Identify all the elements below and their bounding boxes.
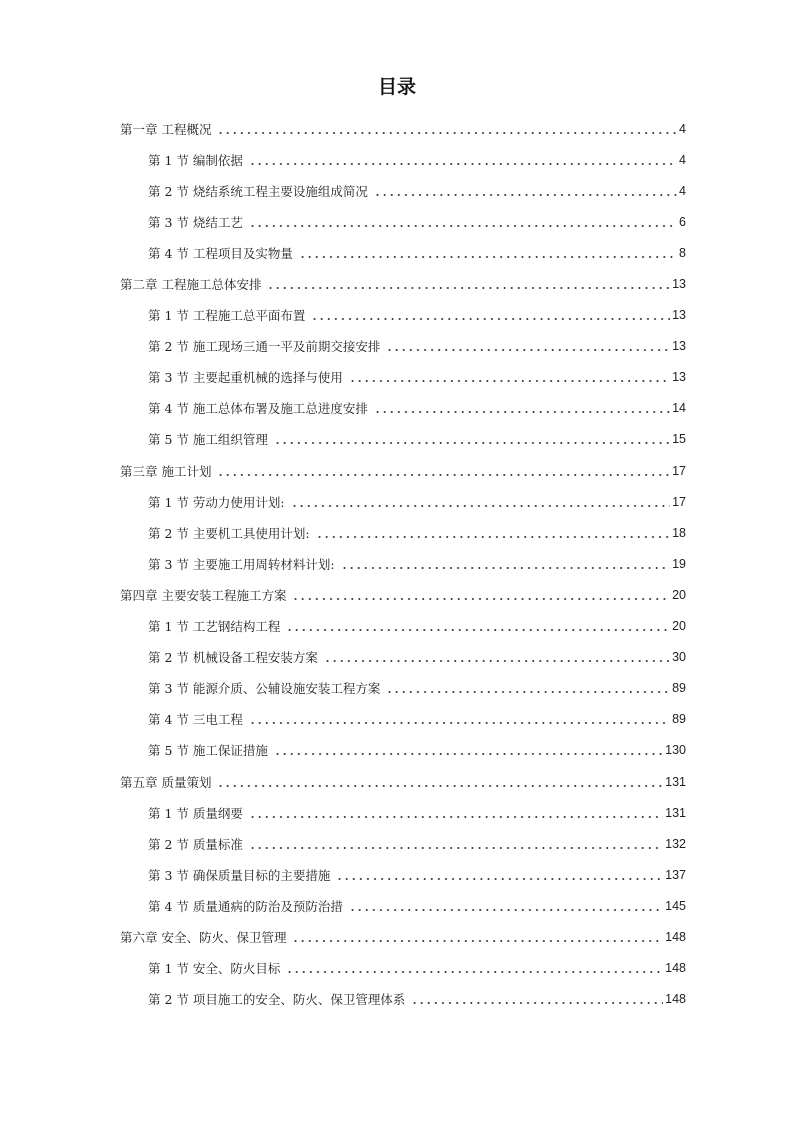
toc-entry-page-number: 20 <box>672 587 686 602</box>
toc-entry-page-number: 4 <box>679 183 686 198</box>
dot-leader <box>291 505 671 507</box>
toc-entry-label: 第 5 节 施工保证措施 <box>148 743 268 759</box>
toc-entry-section[interactable] <box>120 984 686 1015</box>
toc-entry-label: 第二章 工程施工总体安排 <box>120 277 262 293</box>
toc-entry-label: 第 2 节 机械设备工程安装方案 <box>148 650 318 666</box>
dot-leader <box>311 318 670 320</box>
toc-entry-page-number: 13 <box>672 308 686 323</box>
toc-entry-page-number: 130 <box>665 743 686 758</box>
toc-entry-label: 第 3 节 主要起重机械的选择与使用 <box>148 370 343 386</box>
toc-entry-chapter[interactable] <box>120 455 686 486</box>
toc-entry-section[interactable] <box>120 237 686 268</box>
toc-entry-page-number: 13 <box>672 277 686 292</box>
dot-leader <box>217 474 670 476</box>
dot-leader <box>411 1002 663 1004</box>
toc-entry-section[interactable] <box>120 424 686 455</box>
toc-entry-label: 第 2 节 烧结系统工程主要设施组成简况 <box>148 183 368 199</box>
toc-entry-label: 第三章 施工计划 <box>120 463 212 479</box>
dot-leader <box>274 442 670 444</box>
toc-entry-chapter[interactable] <box>120 113 686 144</box>
toc-entry-page-number: 8 <box>679 245 686 260</box>
dot-leader <box>316 536 671 538</box>
toc-entry-label: 第 2 节 质量标准 <box>148 836 243 852</box>
toc-entry-section[interactable] <box>120 673 686 704</box>
toc-entry-label: 第 2 节 主要机工具使用计划: <box>148 525 310 541</box>
dot-leader <box>386 691 670 693</box>
toc-entry-section[interactable] <box>120 611 686 642</box>
dot-leader <box>336 878 663 880</box>
toc-entry-section[interactable] <box>120 362 686 393</box>
toc-entry-page-number: 131 <box>665 805 686 820</box>
toc-entry-section[interactable] <box>120 548 686 579</box>
dot-leader <box>274 753 663 755</box>
toc-entry-label: 第 3 节 烧结工艺 <box>148 214 243 230</box>
toc-entry-section[interactable] <box>120 206 686 237</box>
toc-entry-label: 第 4 节 施工总体布署及施工总进度安排 <box>148 401 368 417</box>
toc-entry-label: 第 4 节 质量通病的防治及预防治措 <box>148 898 343 914</box>
toc-entry-page-number: 13 <box>672 370 686 385</box>
toc-entry-label: 第 3 节 主要施工用周转材料计划: <box>148 556 335 572</box>
dot-leader <box>217 132 677 134</box>
toc-entry-section[interactable] <box>120 331 686 362</box>
toc-entry-label: 第 5 节 施工组织管理 <box>148 432 268 448</box>
toc-entry-page-number: 137 <box>665 867 686 882</box>
dot-leader <box>299 256 677 258</box>
dot-leader <box>386 349 670 351</box>
dot-leader <box>292 598 670 600</box>
toc-entry-section[interactable] <box>120 953 686 984</box>
dot-leader <box>249 225 677 227</box>
toc-entry-chapter[interactable] <box>120 579 686 610</box>
toc-entry-page-number: 18 <box>672 525 686 540</box>
toc-entry-label: 第 1 节 安全、防火目标 <box>148 961 281 977</box>
dot-leader <box>374 194 677 196</box>
toc-entry-section[interactable] <box>120 735 686 766</box>
toc-entry-page-number: 132 <box>665 836 686 851</box>
toc-entry-page-number: 17 <box>672 463 686 478</box>
toc-entry-label: 第五章 质量策划 <box>120 774 212 790</box>
toc-entry-label: 第 3 节 确保质量目标的主要措施 <box>148 867 331 883</box>
toc-entry-section[interactable] <box>120 642 686 673</box>
toc-entry-page-number: 89 <box>672 681 686 696</box>
toc-entry-section[interactable] <box>120 300 686 331</box>
toc-entry-page-number: 19 <box>672 556 686 571</box>
toc-entry-page-number: 17 <box>672 494 686 509</box>
toc-entry-page-number: 131 <box>665 774 686 789</box>
toc-entry-page-number: 30 <box>672 650 686 665</box>
toc-entry-label: 第 1 节 劳动力使用计划: <box>148 494 285 510</box>
dot-leader <box>267 287 670 289</box>
toc-entry-label: 第 4 节 三电工程 <box>148 712 243 728</box>
toc-entry-section[interactable] <box>120 859 686 890</box>
dot-leader <box>217 785 663 787</box>
toc-entry-chapter[interactable] <box>120 766 686 797</box>
toc-entry-page-number: 14 <box>672 401 686 416</box>
toc-entry-label: 第六章 安全、防火、保卫管理 <box>120 929 287 945</box>
dot-leader <box>249 847 663 849</box>
toc-entry-page-number: 13 <box>672 339 686 354</box>
dot-leader <box>341 567 671 569</box>
dot-leader <box>249 722 670 724</box>
toc-entry-page-number: 6 <box>679 214 686 229</box>
toc-entry-page-number: 148 <box>665 961 686 976</box>
toc-entry-label: 第 1 节 编制依据 <box>148 152 243 168</box>
dot-leader <box>349 380 670 382</box>
dot-leader <box>286 629 670 631</box>
toc-entry-label: 第四章 主要安装工程施工方案 <box>120 587 287 603</box>
toc-entry-label: 第 2 节 施工现场三通一平及前期交接安排 <box>148 339 381 355</box>
dot-leader <box>374 411 670 413</box>
toc-entry-label: 第一章 工程概况 <box>120 121 212 137</box>
toc-entry-label: 第 4 节 工程项目及实物量 <box>148 245 293 261</box>
dot-leader <box>249 816 663 818</box>
toc-entry-label: 第 2 节 项目施工的安全、防火、保卫管理体系 <box>148 992 406 1008</box>
toc-entry-label: 第 3 节 能源介质、公辅设施安装工程方案 <box>148 681 381 697</box>
toc-entry-page-number: 15 <box>672 432 686 447</box>
table-of-contents <box>120 113 686 1015</box>
toc-entry-chapter[interactable] <box>120 921 686 952</box>
toc-entry-section[interactable] <box>120 144 686 175</box>
toc-title: 目录 <box>377 76 416 98</box>
toc-entry-page-number: 4 <box>679 121 686 136</box>
dot-leader <box>286 971 663 973</box>
toc-entry-section[interactable] <box>120 486 686 517</box>
toc-entry-section[interactable] <box>120 175 686 206</box>
toc-entry-page-number: 145 <box>665 898 686 913</box>
dot-leader <box>324 660 670 662</box>
toc-entry-page-number: 148 <box>665 929 686 944</box>
toc-entry-section[interactable] <box>120 797 686 828</box>
toc-entry-label: 第 1 节 工程施工总平面布置 <box>148 308 306 324</box>
toc-entry-section[interactable] <box>120 890 686 921</box>
dot-leader <box>349 909 663 911</box>
toc-entry-section[interactable] <box>120 704 686 735</box>
dot-leader <box>249 163 677 165</box>
toc-entry-page-number: 89 <box>672 712 686 727</box>
toc-entry-label: 第 1 节 质量纲要 <box>148 805 243 821</box>
toc-entry-label: 第 1 节 工艺钢结构工程 <box>148 619 281 635</box>
toc-entry-page-number: 20 <box>672 619 686 634</box>
toc-entry-section[interactable] <box>120 828 686 859</box>
dot-leader <box>292 940 663 942</box>
toc-entry-chapter[interactable] <box>120 268 686 299</box>
toc-entry-page-number: 4 <box>679 152 686 167</box>
toc-entry-section[interactable] <box>120 393 686 424</box>
toc-entry-page-number: 148 <box>665 992 686 1007</box>
toc-entry-section[interactable] <box>120 517 686 548</box>
